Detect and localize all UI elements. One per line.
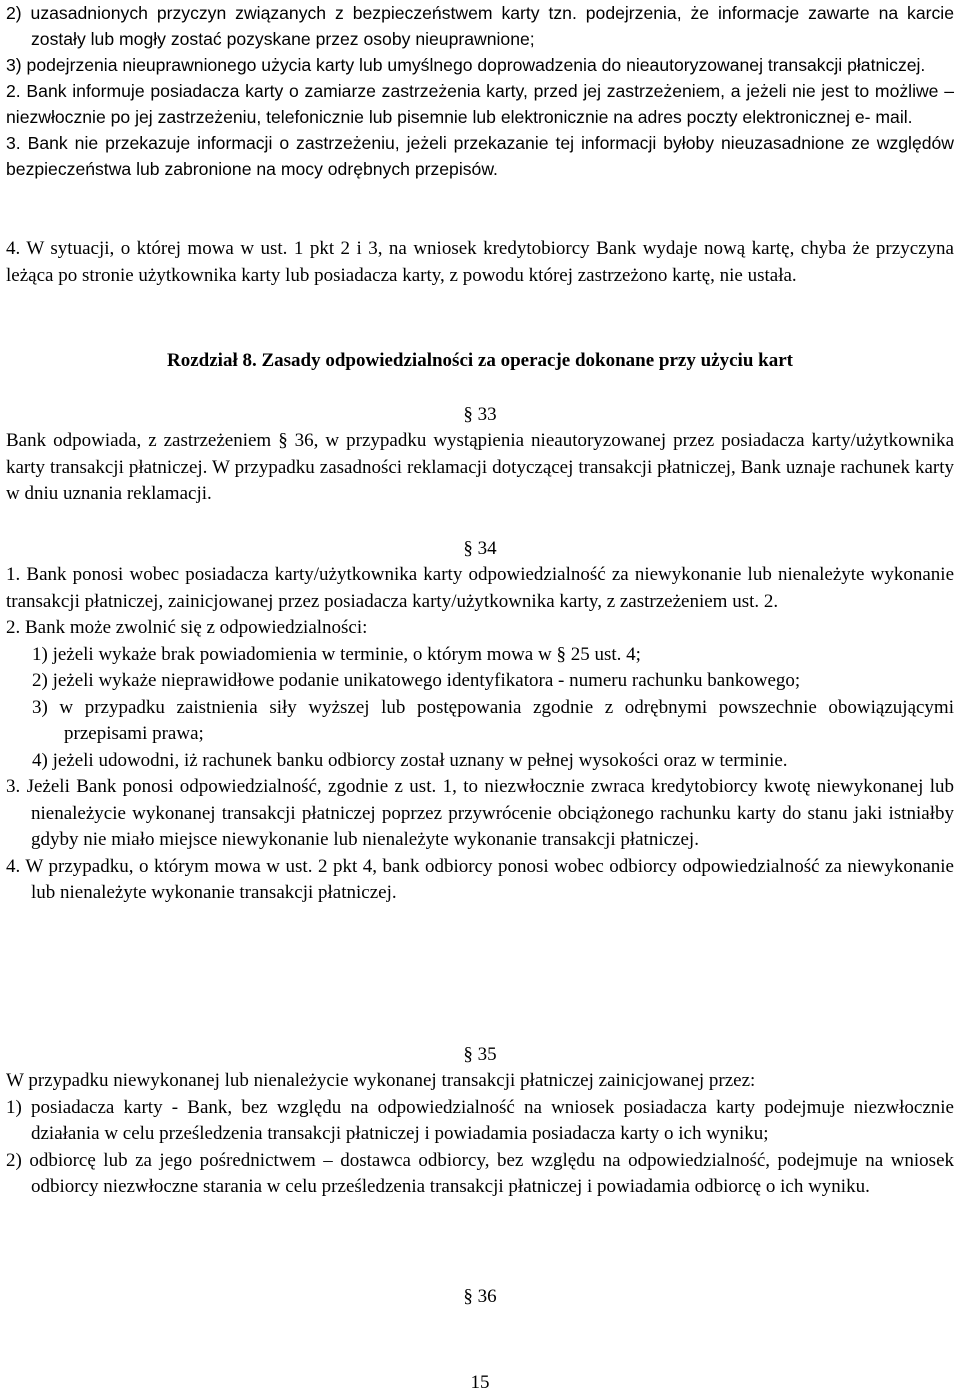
list-item: 4) jeżeli udowodni, iż rachunek banku odbiorcy został uznany w pełnej wysokości oraz w terminie. bbox=[32, 749, 788, 771]
paragraph: 1. Bank ponosi wobec posiadacza karty/użytkownika karty odpowiedzialność za niewykonanie lub nienależyte wykonanie transakcji płatniczej, zainicjowanej przez posiadacza karty/użytkownika karty, z zastrzeżeniem ust. 2. bbox=[6, 564, 954, 612]
chapter-heading: Rozdział 8. Zasady odpowiedzialności za operacje dokonane przy użyciu kart bbox=[167, 350, 793, 371]
section-34 bbox=[6, 562, 954, 907]
list-item: 3) podejrzenia nieuprawnionego użycia karty lub umyślnego doprowadzenia do nieautoryzowanej transakcji płatniczej. bbox=[6, 55, 926, 75]
list-item: 1) jeżeli wykaże brak powiadomienia w terminie, o którym mowa w § 25 ust. 4; bbox=[32, 643, 641, 665]
list-item: 1) posiadacza karty - Bank, bez względu na odpowiedzialność na wniosek posiadacza karty podejmuje niezwłocznie działania w celu prześledzenia transakcji płatniczej i powiadamia posiadacza karty o ich wyniku; bbox=[6, 1096, 954, 1144]
paragraph: 4. W przypadku, o którym mowa w ust. 2 pkt 4, bank odbiorcy ponosi wobec odbiorcy odpowiedzialność za niewykonanie lub nienależyte wykonanie transakcji płatniczej. bbox=[6, 855, 954, 903]
paragraph: 3. Bank nie przekazuje informacji o zastrzeżeniu, jeżeli przekazanie tej informacji byłoby nieuzasadnione ze względów bezpieczeństwa lub zabronione na mocy odrębnych przepisów. bbox=[6, 133, 954, 179]
paragraph: Bank odpowiada, z zastrzeżeniem § 36, w przypadku wystąpienia nieautoryzowanej przez posiadacza karty/użytkownika karty transakcji płatniczej. W przypadku zasadności reklamacji dotyczącej transakcji płatniczej, Bank uznaje rachunek karty w dniu uznania reklamacji. bbox=[6, 430, 954, 504]
paragraph: 2. Bank informuje posiadacza karty o zamiarze zastrzeżenia karty, przed jej zastrzeżeniem, a jeżeli nie jest to możliwe – niezwłocznie po jej zastrzeżeniu, telefonicznie lub pisemnie lub elektronicznie na adres poczty elektronicznej e- mail. bbox=[6, 81, 954, 127]
list-item: 2) jeżeli wykaże nieprawidłowe podanie unikatowego identyfikatora - numeru rachunku bankowego; bbox=[32, 670, 801, 691]
list-item: 3) w przypadku zaistnienia siły wyższej lub postępowania zgodnie z odrębnymi powszechnie obowiązującymi przepisami prawa; bbox=[32, 696, 954, 744]
section-title: § 36 bbox=[463, 1286, 497, 1307]
section-title: § 34 bbox=[463, 538, 497, 559]
section-ust-4 bbox=[6, 236, 954, 289]
page-number: 15 bbox=[470, 1372, 490, 1393]
paragraph: W przypadku niewykonanej lub nienależycie wykonanej transakcji płatniczej zainicjowanej przez: bbox=[6, 1070, 756, 1091]
list-item: 2) uzasadnionych przyczyn związanych z bezpieczeństwem karty tzn. podejrzenia, że informacje zawarte na karcie zostały lub mogły zostać pozyskane przez osoby nieuprawnione; bbox=[6, 3, 954, 49]
section-35 bbox=[6, 1068, 954, 1201]
paragraph: 4. W sytuacji, o której mowa w ust. 1 pkt 2 i 3, na wniosek kredytobiorcy Bank wydaje nową kartę, chyba że przyczyna leżąca po stronie użytkownika karty lub posiadacza karty, z powodu której zastrzeżono kartę, nie ustała. bbox=[6, 238, 954, 286]
paragraph: 2. Bank może zwolnić się z odpowiedzialności: bbox=[6, 617, 368, 638]
section-title: § 33 bbox=[463, 404, 497, 425]
section-title: § 35 bbox=[463, 1044, 497, 1065]
section-33 bbox=[6, 428, 954, 508]
section-continuation bbox=[6, 0, 954, 182]
list-item: 2) odbiorcę lub za jego pośrednictwem – dostawca odbiorcy, bez względu na odpowiedzialność, podejmuje na wniosek odbiorcy niezwłoczne starania w celu prześledzenia transakcji płatniczej i powiadamia odbiorcę o ich wyniku. bbox=[6, 1149, 954, 1197]
paragraph: 3. Jeżeli Bank ponosi odpowiedzialność, zgodnie z ust. 1, to niezwłocznie zwraca kredytobiorcy kwotę niewykonanej lub nienależycie wykonanej transakcji płatniczej poprzez przywrócenie obciążonego rachunku karty do stanu jaki istniałby gdyby nie miało miejsce niewykonanie lub nienależyte wykonanie transakcji płatniczej. bbox=[6, 776, 954, 850]
